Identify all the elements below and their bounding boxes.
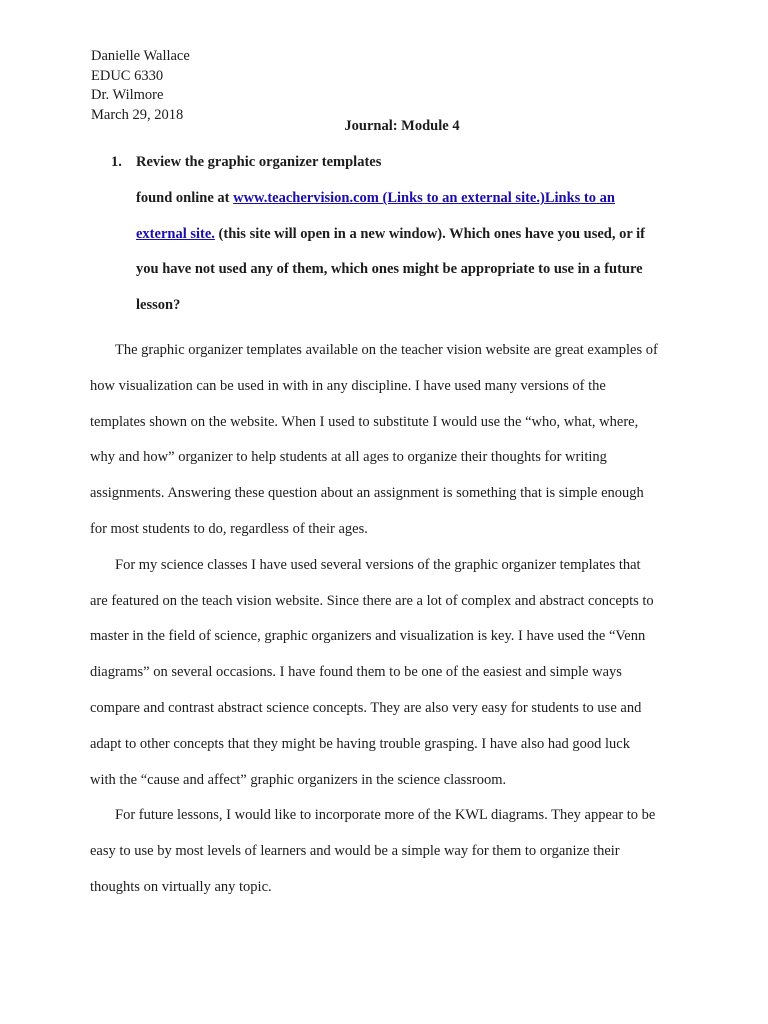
body-paragraph	[90, 798, 682, 905]
course-code: EDUC 6330	[91, 67, 164, 84]
question-number: 1.	[111, 154, 122, 170]
text-line: easy to use by most levels of learners and would be a simple way for them to organize their	[90, 843, 620, 860]
author-name: Danielle Wallace	[91, 48, 190, 64]
text-line: for most students to do, regardless of their ages.	[90, 520, 368, 537]
question-line: lesson?	[136, 297, 181, 313]
text-line: compare and contrast abstract science concepts. They are also very easy for students to use and	[90, 699, 642, 716]
question-line	[136, 190, 615, 207]
question-text: (this site will open in a new window). Which ones have you used, or if	[214, 226, 646, 242]
text-line: diagrams” on several occasions. I have found them to be one of the easiest and simple ways	[90, 664, 622, 681]
question-line: you have not used any of them, which ones might be appropriate to use in a future	[136, 261, 643, 277]
document-header	[91, 47, 190, 125]
document-date: March 29, 2018	[91, 106, 184, 123]
text-line: master in the field of science, graphic organizers and visualization is key. I have used the “Venn	[90, 628, 646, 645]
text-line: adapt to other concepts that they might be having trouble grasping. I have also had good luck	[90, 735, 630, 752]
document-title: Journal: Module 4	[344, 118, 460, 134]
text-line: templates shown on the website. When I used to substitute I would use the “who, what, where,	[90, 413, 639, 430]
question-line: Review the graphic organizer templates	[136, 154, 382, 170]
document-title-row	[0, 118, 768, 135]
text-line: thoughts on virtually any topic.	[90, 878, 272, 895]
body-paragraph	[90, 548, 682, 799]
text-line: how visualization can be used in with in any discipline. I have used many versions of the	[90, 377, 606, 394]
text-line: why and how” organizer to help students at all ages to organize their thoughts for writing	[90, 449, 607, 466]
body-paragraph	[90, 333, 682, 548]
text-line: assignments. Answering these question about an assignment is something that is simple enough	[90, 485, 644, 502]
instructor-name: Dr. Wilmore	[91, 87, 164, 103]
text-line: For my science classes I have used several versions of the graphic organizer templates that	[115, 556, 641, 573]
text-line: For future lessons, I would like to incorporate more of the KWL diagrams. They appear to be	[115, 807, 656, 824]
question-line	[136, 226, 645, 243]
journal-body	[90, 333, 682, 906]
teachervision-link[interactable]: www.teachervision.com (Links to an external site.)Links to an	[233, 190, 615, 206]
teachervision-link-continued[interactable]: external site.	[136, 226, 215, 242]
text-line: are featured on the teach vision website. Since there are a lot of complex and abstract concepts to	[90, 592, 654, 609]
text-line: The graphic organizer templates available on the teacher vision website are great examples of	[115, 342, 658, 358]
text-line: with the “cause and affect” graphic organizers in the science classroom.	[90, 771, 507, 788]
question-text: found online at	[136, 190, 234, 206]
